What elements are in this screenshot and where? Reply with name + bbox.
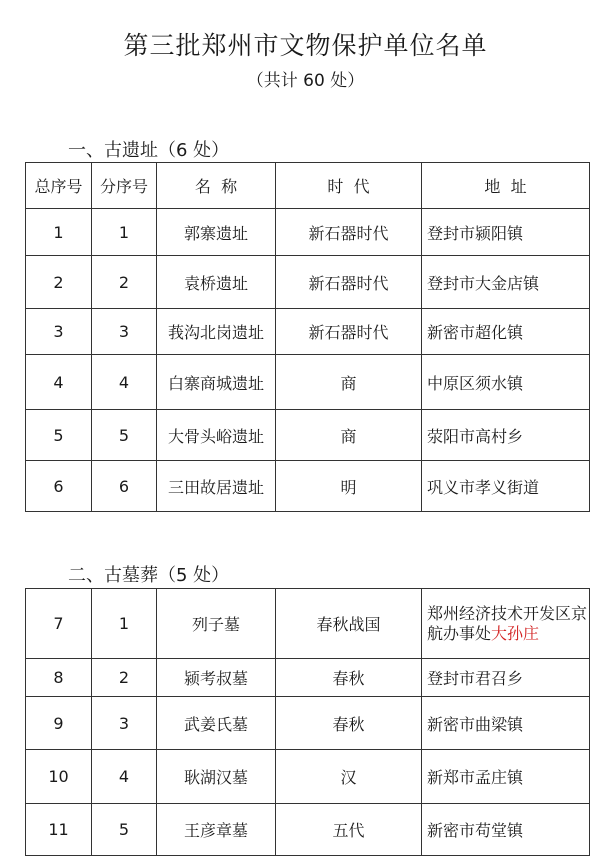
document-subtitle: （共计 60 处） — [246, 71, 365, 91]
cell-era: 春秋 — [276, 697, 422, 750]
cell-name: 武姜氏墓 — [157, 697, 276, 750]
cell-total-no: 3 — [26, 309, 92, 355]
cell-name: 莪沟北岗遗址 — [157, 309, 276, 355]
cell-total-no: 10 — [26, 750, 92, 804]
cell-sub-no: 1 — [92, 209, 157, 256]
cell-total-no: 7 — [26, 589, 92, 659]
cell-name: 颍考叔墓 — [157, 659, 276, 697]
table-row — [26, 256, 590, 309]
cell-era: 明 — [276, 461, 422, 512]
cell-address: 登封市君召乡 — [422, 659, 590, 697]
header-sub-no: 分序号 — [92, 163, 157, 209]
section-heading-ancient-sites: 一、古遗址（6 处） — [68, 140, 230, 161]
table-row — [26, 461, 590, 512]
cell-sub-no: 3 — [92, 309, 157, 355]
cell-address: 新郑市孟庄镇 — [422, 750, 590, 804]
cell-name: 耿湖汉墓 — [157, 750, 276, 804]
cell-era: 新石器时代 — [276, 209, 422, 256]
header-total-no: 总序号 — [26, 163, 92, 209]
cell-address: 荥阳市高村乡 — [422, 410, 590, 461]
cell-address — [422, 589, 590, 659]
cell-name: 袁桥遗址 — [157, 256, 276, 309]
cell-sub-no: 3 — [92, 697, 157, 750]
cell-era: 新石器时代 — [276, 256, 422, 309]
cell-era: 商 — [276, 355, 422, 410]
table-row — [26, 659, 590, 697]
cell-sub-no: 5 — [92, 410, 157, 461]
cell-total-no: 2 — [26, 256, 92, 309]
cell-address: 巩义市孝义街道 — [422, 461, 590, 512]
cell-total-no: 9 — [26, 697, 92, 750]
cell-total-no: 4 — [26, 355, 92, 410]
address-highlight: 大孙庄 — [491, 623, 540, 643]
cell-era: 春秋战国 — [276, 589, 422, 659]
table-row — [26, 209, 590, 256]
cell-sub-no: 2 — [92, 659, 157, 697]
header-address: 地 址 — [422, 163, 590, 209]
table-row — [26, 697, 590, 750]
cell-name: 三田故居遗址 — [157, 461, 276, 512]
cell-address: 登封市大金店镇 — [422, 256, 590, 309]
table-row — [26, 355, 590, 410]
cell-era: 商 — [276, 410, 422, 461]
cell-name: 列子墓 — [157, 589, 276, 659]
ancient-sites-table — [25, 162, 590, 512]
cell-address: 登封市颍阳镇 — [422, 209, 590, 256]
cell-era: 新石器时代 — [276, 309, 422, 355]
cell-era: 春秋 — [276, 659, 422, 697]
cell-era: 五代 — [276, 804, 422, 856]
header-era: 时 代 — [276, 163, 422, 209]
table-row — [26, 309, 590, 355]
table-row — [26, 589, 590, 659]
cell-total-no: 5 — [26, 410, 92, 461]
cell-total-no: 8 — [26, 659, 92, 697]
cell-address: 新密市超化镇 — [422, 309, 590, 355]
cell-sub-no: 4 — [92, 750, 157, 804]
table-row — [26, 410, 590, 461]
cell-name: 大骨头峪遗址 — [157, 410, 276, 461]
cell-name: 郭寨遗址 — [157, 209, 276, 256]
table-header-row — [26, 163, 590, 209]
cell-total-no: 6 — [26, 461, 92, 512]
cell-total-no: 11 — [26, 804, 92, 856]
cell-address: 新密市曲梁镇 — [422, 697, 590, 750]
cell-total-no: 1 — [26, 209, 92, 256]
cell-sub-no: 4 — [92, 355, 157, 410]
table-row — [26, 804, 590, 856]
header-name: 名 称 — [157, 163, 276, 209]
cell-sub-no: 6 — [92, 461, 157, 512]
section-heading-ancient-tombs: 二、古墓葬（5 处） — [68, 565, 230, 586]
cell-sub-no: 5 — [92, 804, 157, 856]
cell-address: 新密市苟堂镇 — [422, 804, 590, 856]
cell-sub-no: 2 — [92, 256, 157, 309]
cell-era: 汉 — [276, 750, 422, 804]
address-text: 郑州经济技术开发区京航办事处 — [427, 603, 588, 643]
cell-name: 王彦章墓 — [157, 804, 276, 856]
document-title: 第三批郑州市文物保护单位名单 — [123, 31, 488, 60]
cell-name: 白寨商城遗址 — [157, 355, 276, 410]
table-row — [26, 750, 590, 804]
cell-address: 中原区须水镇 — [422, 355, 590, 410]
ancient-tombs-table — [25, 588, 590, 856]
cell-sub-no: 1 — [92, 589, 157, 659]
